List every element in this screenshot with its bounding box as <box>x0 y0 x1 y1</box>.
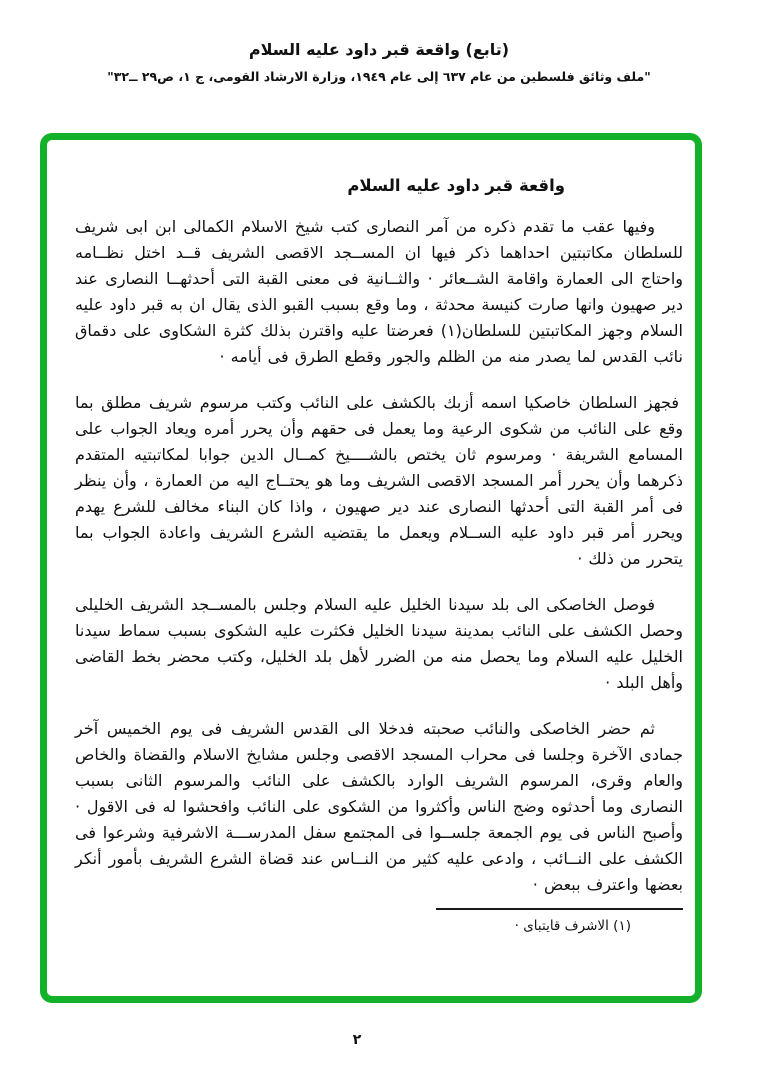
section-heading: واقعة قبر داود عليه السلام <box>347 176 565 195</box>
paragraph-2: فجهز السلطان خاصكيا اسمه أزبك بالكشف على النائب وكتب مرسوم شريف مطلق بما وقع على النائب من شكوى الرعية وما يعمل فى حقهم وأن يحرر أمره ويعاد الجواب على المسامع الشريفة · ومرسوم ثان يختص بالشــــيخ كمــال الدين جوابا لمكاتبتيه المتقدم ذكرهما وأن يحرر أمر المسجد الاقصى الشريف وما هو يحتــاج اليه من العمارة ، وأن ينظر فى أمر القبة التى أحدثها النصارى عند دير صهيون ، واذا كان البناء مخالف للشرع يهدم ويحرر أمر قبر داود عليه الســلام ويعمل ما يقتضيه الشرع الشريف واعادة الجواب بما يتحرر من ذلك · <box>75 393 683 568</box>
footnote-divider <box>436 908 683 910</box>
document-title: (تابع) واقعة قبر داود عليه السلام <box>248 40 510 59</box>
page-header <box>0 38 758 86</box>
document-body <box>47 140 695 996</box>
footnote-block <box>75 908 683 936</box>
paragraph-4: ثم حضر الخاصكى والنائب صحبته فدخلا الى القدس الشريف فى يوم الخميس آخر جمادى الآخرة وجلسا فى محراب المسجد الاقصى وجلس مشايخ الاسلام والقضاة والخاص والعام وقرى، المرسوم الشريف الوارد بالكشف على النائب والمرسوم الثانى بسبب النصارى وما أحدثوه وضج الناس وأكثروا من الشكوى على النائب وافحشوا له فى الاقول · وأصبح الناس فى يوم الجمعة جلســوا فى المجتمع سفل المدرســـة الاشرفية وشرعوا فى الكشف على النــائب ، وادعى عليه كثير من النــاس عند قضاة الشرع الشريف بأمور أنكر بعضها واعترف ببعض · <box>75 719 683 894</box>
highlight-frame <box>40 133 702 1003</box>
paragraph-3: فوصل الخاصكى الى بلد سيدنا الخليل عليه السلام وجلس بالمســجد الشريف الخليلى وحصل الكشف على النائب بمدينة سيدنا الخليل فكثرت عليه الشكوى بسبب سماط سيدنا الخليل عليه السلام وما يحصل منه من الضرر لأهل بلد الخليل، وكتب محضر بخط القاضى وأهل البلد · <box>75 595 683 692</box>
paragraph-1: وفيها عقب ما تقدم ذكره من آمر النصارى كتب شيخ الاسلام الكمالى ابن ابى شريف للسلطان مكاتبتين احداهما ذكر فيها ان المســجد الاقصى الشريف قــد اختل نظــامه واحتاج الى العمارة واقامة الشــعائر · والثــانية فى معنى القبة التى أحدثهــا النصارى عند دير صهيون وانها صارت كنيسة محدثة ، وما وقع بسبب القبو الذى يقال ان به قبر داود عليه السلام وجهز المكاتبتين للسلطان(١) فعرضتا عليه واقترن بذلك كثرة الشكاوى على دقماق نائب القدس لما يصدر منه من الظلم والجور وقطع الطرق فى أيامه · <box>75 217 683 366</box>
footnote-text: (١) الاشرف قايتباى · <box>514 918 631 934</box>
document-citation: "ملف وثائق فلسطين من عام ٦٣٧ إلى عام ١٩٤٩، وزارة الارشاد القومى، ج ١، ص٢٩ ــ٣٢" <box>107 69 651 84</box>
page-number: ٢ <box>352 1032 362 1048</box>
